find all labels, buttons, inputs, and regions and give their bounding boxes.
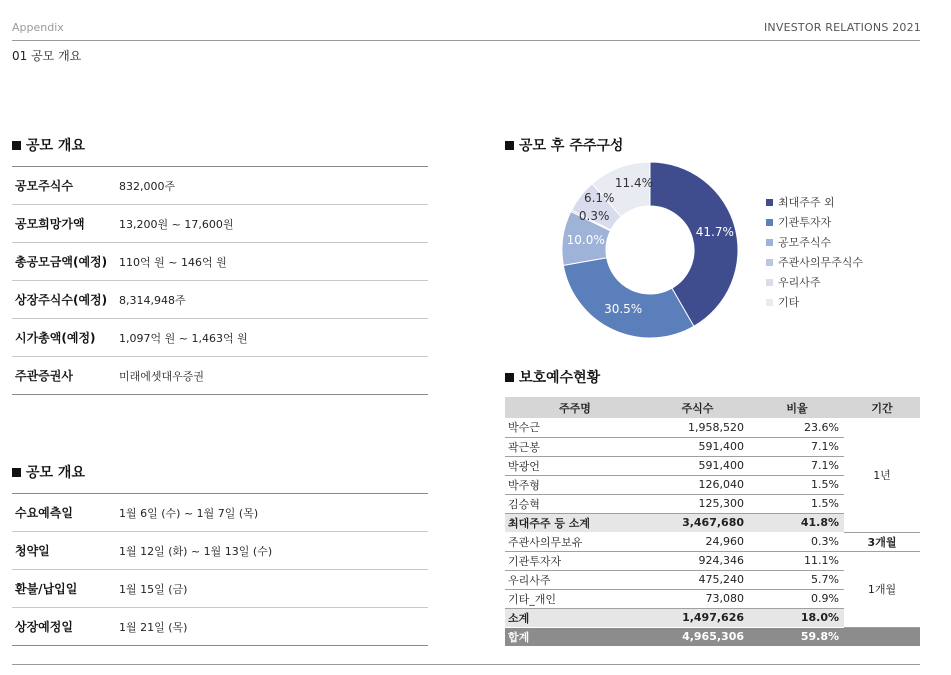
table-row: [505, 532, 920, 551]
cell-name: 소계: [505, 608, 645, 627]
schedule-row: [12, 494, 428, 532]
schedule-label: 상장예정일: [15, 620, 73, 634]
cell-ratio: 1.5%: [750, 494, 844, 513]
cell-period-empty: [844, 627, 920, 646]
legend-swatch: [766, 299, 773, 306]
cell-period-1month: 1개월: [844, 551, 920, 627]
header-divider: [12, 40, 920, 41]
chart-legend: [766, 192, 863, 312]
cell-period-3months: 3개월: [844, 532, 920, 551]
header-appendix: Appendix: [12, 21, 64, 34]
offering-row: [12, 167, 428, 205]
chart-section-title: [505, 135, 623, 155]
lockup-title-text: 보호예수현황: [519, 370, 601, 386]
cell-ratio: 0.9%: [750, 589, 844, 608]
legend-item: [766, 232, 863, 252]
offering-value: 13,200원 ~ 17,600원: [119, 217, 234, 231]
cell-name: 합계: [505, 627, 645, 646]
pie-slice-label: 41.7%: [695, 224, 734, 239]
schedule-table: [12, 493, 428, 646]
offering-label: 총공모금액(예정): [15, 255, 108, 269]
schedule-title-text: 공모 개요: [26, 465, 85, 481]
legend-label: 주관사의무주식수: [778, 256, 864, 269]
legend-swatch: [766, 239, 773, 246]
offering-row: [12, 205, 428, 243]
cell-ratio: 5.7%: [750, 570, 844, 589]
header-investor-relations: INVESTOR RELATIONS 2021: [763, 21, 921, 34]
lockup-section-title: [505, 367, 600, 387]
legend-label: 기관투자자: [778, 216, 832, 229]
pie-slice-label: 6.1%: [583, 191, 615, 206]
cell-name: 우리사주: [505, 570, 645, 589]
cell-name: 박광언: [505, 456, 645, 475]
cell-ratio: 0.3%: [750, 532, 844, 551]
cell-shares: 4,965,306: [645, 627, 750, 646]
offering-label: 공모희망가액: [15, 217, 85, 231]
pie-slice-label: 11.4%: [614, 176, 653, 191]
cell-shares: 126,040: [645, 475, 750, 494]
legend-label: 기타: [778, 296, 800, 309]
schedule-row: [12, 532, 428, 570]
cell-ratio: 7.1%: [750, 456, 844, 475]
offering-value: 832,000주: [119, 179, 176, 193]
legend-swatch: [766, 199, 773, 206]
pie-slice: [563, 258, 693, 338]
offering-title-text: 공모 개요: [26, 138, 85, 154]
cell-name: 김승혁: [505, 494, 645, 513]
offering-label: 상장주식수(예정): [15, 293, 108, 307]
cell-name: 곽근봉: [505, 437, 645, 456]
square-bullet-icon: [12, 141, 21, 150]
cell-shares: 591,400: [645, 437, 750, 456]
cell-shares: 125,300: [645, 494, 750, 513]
header-ratio: 비율: [750, 397, 844, 418]
cell-shares: 924,346: [645, 551, 750, 570]
legend-swatch: [766, 219, 773, 226]
legend-item: [766, 252, 863, 272]
cell-name: 박수근: [505, 418, 645, 437]
cell-ratio: 23.6%: [750, 418, 844, 437]
schedule-section-title: [12, 462, 85, 482]
legend-item: [766, 292, 863, 312]
cell-name: 기타_개인: [505, 589, 645, 608]
offering-label: 공모주식수: [15, 179, 73, 193]
header-shares: 주식수: [645, 397, 750, 418]
schedule-value: 1월 12일 (화) ~ 1월 13일 (수): [119, 544, 273, 558]
offering-label: 시가총액(예정): [15, 331, 96, 345]
legend-label: 공모주식수: [778, 236, 832, 249]
offering-value: 1,097억 원 ~ 1,463억 원: [119, 331, 248, 345]
cell-period-1year: 1년: [844, 418, 920, 532]
table-row: [505, 418, 920, 437]
legend-label: 최대주주 외: [778, 196, 835, 209]
page-subtitle: 01 공모 개요: [12, 49, 82, 63]
schedule-row: [12, 608, 428, 646]
schedule-value: 1월 21일 (목): [119, 620, 188, 634]
pie-slice-label: 30.5%: [604, 301, 643, 316]
offering-row: [12, 281, 428, 319]
cell-ratio: 11.1%: [750, 551, 844, 570]
lockup-table: [505, 397, 920, 647]
table-row: [505, 551, 920, 570]
header-period: 기간: [844, 397, 920, 418]
cell-name: 박주형: [505, 475, 645, 494]
offering-row: [12, 319, 428, 357]
schedule-row: [12, 570, 428, 608]
cell-ratio: 41.8%: [750, 513, 844, 532]
cell-shares: 591,400: [645, 456, 750, 475]
cell-shares: 3,467,680: [645, 513, 750, 532]
cell-ratio: 59.8%: [750, 627, 844, 646]
schedule-label: 청약일: [15, 544, 50, 558]
cell-shares: 73,080: [645, 589, 750, 608]
legend-swatch: [766, 259, 773, 266]
schedule-label: 수요예측일: [15, 506, 73, 520]
pie-slice-label: 0.3%: [578, 208, 610, 223]
schedule-label: 환불/납입일: [15, 582, 78, 596]
legend-swatch: [766, 279, 773, 286]
cell-ratio: 7.1%: [750, 437, 844, 456]
offering-label: 주관증권사: [15, 369, 73, 383]
schedule-value: 1월 15일 (금): [119, 582, 188, 596]
legend-item: [766, 272, 863, 292]
cell-name: 최대주주 등 소계: [505, 513, 645, 532]
cell-shares: 475,240: [645, 570, 750, 589]
square-bullet-icon: [505, 141, 514, 150]
cell-ratio: 1.5%: [750, 475, 844, 494]
offering-value: 110억 원 ~ 146억 원: [119, 255, 227, 269]
chart-title-text: 공모 후 주주구성: [519, 138, 624, 154]
cell-name: 기관투자자: [505, 551, 645, 570]
footer-divider: [12, 664, 920, 665]
offering-section-title: [12, 135, 85, 155]
offering-value: 미래에셋대우증권: [119, 369, 205, 383]
legend-item: [766, 212, 863, 232]
legend-label: 우리사주: [778, 276, 821, 289]
square-bullet-icon: [12, 468, 21, 477]
square-bullet-icon: [505, 373, 514, 382]
offering-row: [12, 243, 428, 281]
cell-ratio: 18.0%: [750, 608, 844, 627]
schedule-value: 1월 6일 (수) ~ 1월 7일 (목): [119, 506, 259, 520]
lockup-header-row: [505, 397, 920, 418]
cell-shares: 24,960: [645, 532, 750, 551]
header-shareholder: 주주명: [505, 397, 645, 418]
pie-slice-label: 10.0%: [566, 232, 605, 247]
total-row: [505, 627, 920, 646]
cell-shares: 1,497,626: [645, 608, 750, 627]
cell-name: 주관사의무보유: [505, 532, 645, 551]
offering-row: [12, 357, 428, 395]
offering-value: 8,314,948주: [119, 293, 186, 307]
offering-table: [12, 166, 428, 395]
cell-shares: 1,958,520: [645, 418, 750, 437]
legend-item: [766, 192, 863, 212]
